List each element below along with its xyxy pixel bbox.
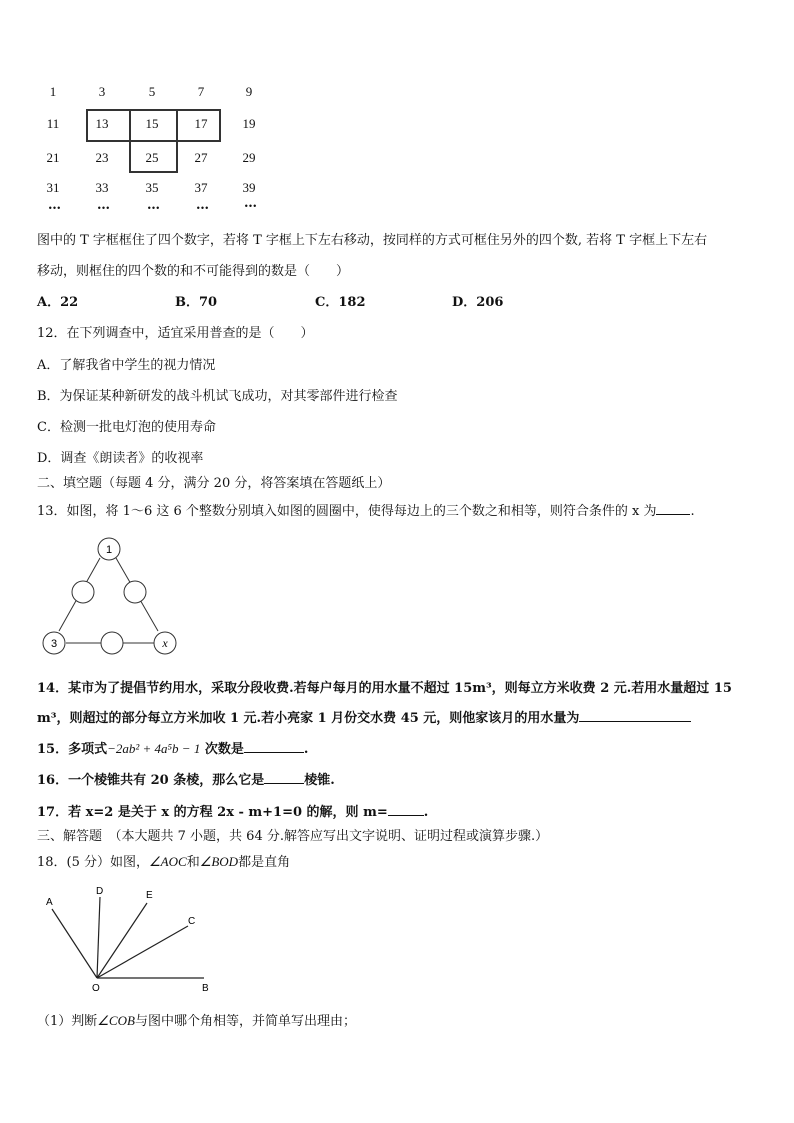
grid-cell: 25 [145, 150, 159, 165]
q18-angle-bod: ∠BOD [199, 854, 239, 869]
label-bottom-right: x [162, 636, 168, 650]
q16-line [37, 769, 335, 788]
q12-option-c: C．检测一批电灯泡的使用寿命 [37, 420, 216, 435]
q18-angle-diagram [40, 880, 220, 998]
t-frame-cell [129, 109, 178, 142]
circle-right-mid [124, 581, 146, 603]
q11-text-line1: 图中的 T 字框框住了四个数字，若将 T 字框上下左右移动，按同样的方式可框住另外的四个数, 若将 T 字框上下左右 [37, 233, 708, 248]
q16-prefix: 16．一个棱锥共有 20 条棱，那么它是 [37, 773, 265, 788]
q14-line2 [37, 707, 691, 726]
label-bottom-left: 3 [50, 638, 58, 650]
q13-stem [37, 500, 695, 519]
t-frame-cell [176, 109, 221, 142]
q11-option-d: D．206 [452, 295, 504, 310]
grid-cell: 15 [145, 116, 159, 131]
section3-heading: 三、解答题 （本大题共 7 小题，共 64 分.解答应写出文字说明、证明过程或演算步骤.） [37, 829, 549, 844]
q17-line [37, 801, 428, 820]
grid-cell: 33 [95, 180, 109, 195]
q16-answer-blank [264, 771, 304, 784]
q18-mid: 和 [186, 855, 200, 870]
q17-suffix: . [423, 805, 429, 820]
grid-cell: 27 [194, 150, 208, 165]
grid-cell: 7 [197, 84, 205, 99]
grid-cell: 29 [242, 150, 256, 165]
q18-sub1-prefix: （1）判断 [37, 1014, 98, 1029]
q18-sub1 [37, 1010, 356, 1029]
grid-cell: 1 [49, 84, 57, 99]
q13-period: . [690, 504, 695, 519]
label-c: C [188, 916, 196, 927]
section2-heading: 二、填空题（每题 4 分，满分 20 分，将答案填在答题纸上） [37, 476, 391, 491]
grid-cell: 23 [95, 150, 109, 165]
grid-ellipsis: … [147, 198, 161, 213]
q12-option-a: A．了解我省中学生的视力情况 [37, 358, 216, 373]
grid-cell: 3 [98, 84, 106, 99]
circle-left-mid [72, 581, 94, 603]
q18-prefix: 18．(5 分）如图， [37, 855, 150, 870]
q17-answer-blank [388, 803, 424, 816]
q14-text: m³，则超过的部分每立方米加收 1 元.若小亮家 1 月份交水费 45 元，则他家该月的用水量为 [37, 711, 580, 726]
q11-option-c: C．182 [315, 295, 366, 310]
grid-cell: 5 [148, 84, 156, 99]
q18-sub1-suffix: 与图中哪个角相等，并简单写出理由； [134, 1014, 356, 1029]
grid-ellipsis: … [97, 198, 111, 213]
q15-expression: −2ab² + 4a⁵b − 1 [107, 741, 201, 756]
q12-option-d: D．调查《朗读者》的收视率 [37, 451, 204, 466]
q18-angle-aoc: ∠AOC [149, 854, 187, 869]
q13-answer-blank [656, 502, 690, 515]
grid-cell: 17 [194, 116, 208, 131]
grid-cell: 11 [46, 116, 60, 131]
q17-prefix: 17．若 x=2 是关于 x 的方程 2x - m+1=0 的解，则 m= [37, 805, 388, 820]
q15-line [37, 738, 308, 757]
label-b: B [202, 983, 209, 994]
q14-line1: 14．某市为了提倡节约用水，采取分段收费.若每户每月的用水量不超过 15m³，则每立方米收费 2 元.若用水量超过 15 [37, 681, 732, 696]
circle-bottom-mid [101, 632, 123, 654]
q18-stem [37, 851, 290, 870]
label-e: E [146, 890, 153, 901]
q16-suffix: 棱锥. [304, 773, 335, 788]
grid-cell: 13 [95, 116, 109, 131]
q18-suffix: 都是直角 [238, 855, 291, 870]
label-a: A [46, 897, 53, 908]
q13-text: 13．如图，将 1～6 这 6 个整数分别填入如图的圆圈中，使得每边上的三个数之和相等，则符合条件的 x 为 [37, 504, 657, 519]
grid-cell: 9 [245, 84, 253, 99]
q15-end: . [303, 742, 309, 757]
q13-triangle-diagram [36, 533, 186, 661]
q11-option-b: B．70 [175, 295, 218, 310]
grid-cell: 37 [194, 180, 208, 195]
label-d: D [96, 886, 104, 897]
q11-option-a: A．22 [37, 295, 79, 310]
q11-options [37, 291, 737, 309]
t-frame-cell [86, 109, 131, 142]
label-top: 1 [105, 544, 113, 556]
q12-stem: 12．在下列调查中，适宜采用普查的是（ ） [37, 326, 314, 341]
q11-text-line2: 移动，则框住的四个数的和不可能得到的数是（ ） [37, 264, 350, 279]
grid-ellipsis: … [48, 198, 62, 213]
t-frame-cell [129, 140, 178, 173]
grid-cell: 21 [46, 150, 60, 165]
q15-answer-blank [244, 740, 304, 753]
q14-answer-blank [579, 709, 691, 722]
grid-cell: 35 [145, 180, 159, 195]
grid-ellipsis: … [244, 196, 258, 211]
grid-cell: 31 [46, 180, 60, 195]
grid-cell: 19 [242, 116, 256, 131]
q12-option-b: B．为保证某种新研发的战斗机试飞成功，对其零部件进行检查 [37, 389, 398, 404]
q15-prefix: 15．多项式 [37, 742, 108, 757]
grid-ellipsis: … [196, 198, 210, 213]
q15-suffix: 次数是 [204, 742, 244, 757]
grid-cell: 39 [242, 180, 256, 195]
label-o: O [92, 983, 100, 994]
q18-sub1-angle: ∠COB [97, 1013, 135, 1028]
